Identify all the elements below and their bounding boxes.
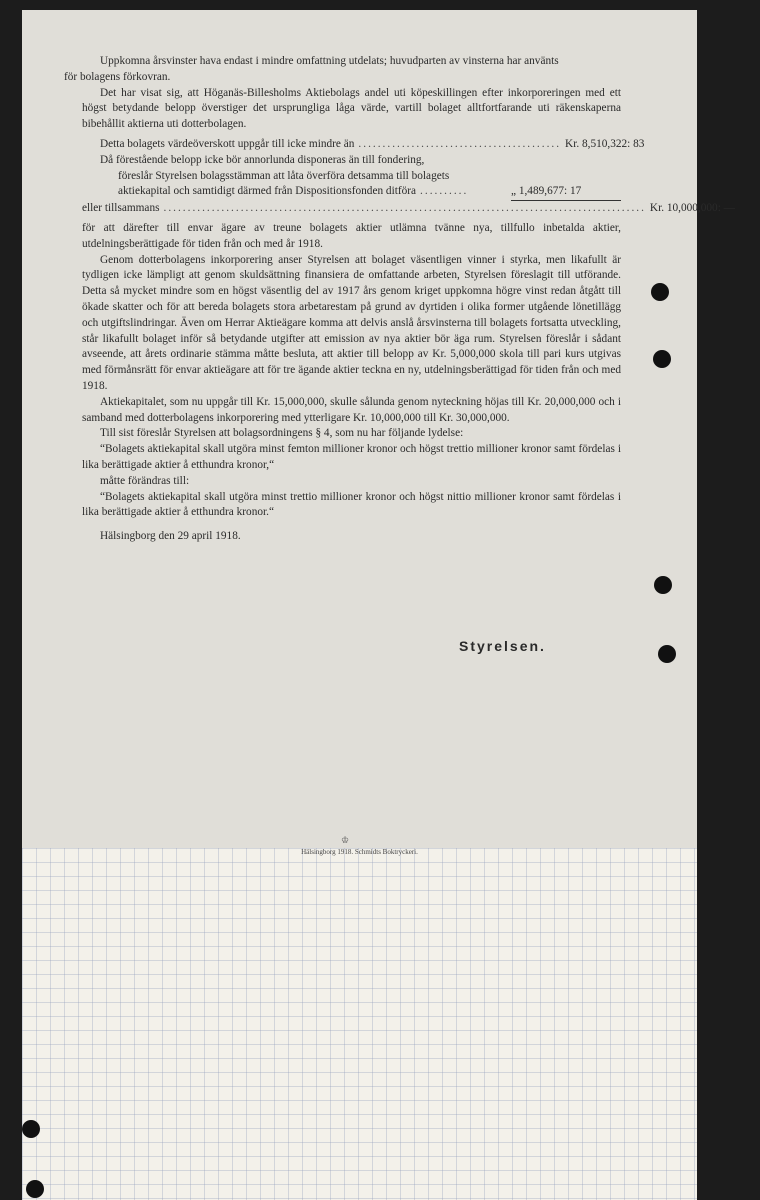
- ledger-line-5-label: eller tillsammans: [82, 202, 160, 215]
- paragraph-1-line-2: för bolagens förkovran.: [64, 70, 171, 83]
- printer-emblem-icon: ♔: [340, 835, 350, 845]
- date-place: Hälsingborg den 29 april 1918.: [100, 530, 241, 543]
- leader-dots: ....................................................................................................: [163, 202, 646, 215]
- graph-paper-area: [22, 848, 697, 1200]
- paragraph-1-line-1: Uppkomna årsvinster hava endast i mindre omfattning utdelats; huvudparten av vinsterna har använts: [100, 55, 559, 67]
- paragraph-1: [64, 54, 621, 86]
- punch-hole-icon: [651, 283, 669, 301]
- leader-dots: ..........................................: [358, 137, 562, 150]
- document-page: [22, 10, 735, 1200]
- ledger-line-5-amount: Kr. 10,000,000: —: [649, 202, 735, 215]
- signature: Styrelsen.: [459, 638, 546, 654]
- punch-hole-icon: [658, 645, 676, 663]
- paragraph-2: Det har visat sig, att Höganäs-Billesholms Aktiebolags andel uti köpeskillingen efter inkorporeringen med ett högst betydande belopp överstiger det ursprungliga låga värde, vartill bolaget alltfortfarande uti räkenskaperna bibehållit aktierna uti dotterbolagen.: [82, 86, 621, 131]
- body-text: [64, 54, 735, 545]
- paragraph-4: Genom dotterbolagens inkorporering anser Styrelsen att bolaget väsentligen vinner i styrka, men likafullt är tydligen icke lämpligt att genom skuldsättning finansiera de omfattande arbeten, Styrelsen föreslagit till utförande. Detta så mycket mindre som en högst väsentlig del av 1917 års genom kriget uppkomna högre vinst redan åtgått till ökade skatter och för att bereda bolagets stora arbetarestam på grund av dyrtiden i olika former utgående lönetillägg och utgiftslindringar. Även om Herrar Aktieägare komma att delvis anslå årsvinsterna till bolagets fortsatta utveckling, står likafullt bolaget inför så betydande utgifter att emission av nya aktier bör äga rum. Styrelsen föreslår i sådant avseende, att årets ordinarie stämma måtte besluta, att aktier till belopp av Kr. 5,000,000 skola till pari kurs utgivas med förmånsrätt för envar aktieägare att för tre ägande aktier teckna en ny, utdelningsberättigad för tiden från och med 1918.: [82, 253, 621, 392]
- punch-hole-icon: [22, 1120, 40, 1138]
- paragraph-3: för att därefter till envar ägare av treune bolagets aktier utlämna tvänne nya, tillfullo inbetalda aktier, utdelningsberättigade för tiden från och med år 1918.: [82, 221, 621, 250]
- punch-hole-icon: [26, 1180, 44, 1198]
- printer-imprint: Hälsingborg 1918. Schmidts Boktryckeri.: [301, 848, 418, 856]
- paragraph-5: Aktiekapitalet, som nu uppgår till Kr. 15,000,000, skulle sålunda genom nyteckning höjas till Kr. 20,000,000 och i samband med dotterbolagens inkorporering med ytterligare Kr. 10,000,000 till Kr. 30,000,000.: [82, 395, 621, 424]
- quote-current: “Bolagets aktiekapital skall utgöra minst femton millioner kronor och högst trettio millioner kronor samt fördelas i lika berättigade aktier å etthundra kronor,“: [82, 443, 621, 471]
- punch-hole-icon: [653, 350, 671, 368]
- ledger-line-4-amount: „ 1,489,677: 17: [511, 184, 621, 201]
- paragraph-8: måtte förändras till:: [100, 474, 190, 487]
- ledger-line-4-label: aktiekapital och samtidigt därmed från Dispositionsfonden ditföra: [118, 185, 417, 198]
- ledger-line-1-label: Detta bolagets värdeöverskott uppgår till icke mindre än: [100, 137, 355, 150]
- ledger-line-2: Då förestående belopp icke bör annorlunda disponeras än till fondering,: [100, 153, 425, 166]
- ledger-line-5: [82, 201, 735, 217]
- punch-hole-icon: [654, 576, 672, 594]
- quote-proposed: “Bolagets aktiekapital skall utgöra minst trettio millioner kronor och högst nittio millioner kronor samt fördelas i lika berättigade aktier å etthundra kronor.“: [82, 490, 621, 519]
- ledger-line-1-amount: Kr. 8,510,322: 83: [565, 137, 645, 150]
- ledger-line-4: [82, 184, 621, 201]
- paragraph-6: Till sist föreslår Styrelsen att bolagsordningens § 4, som nu har följande lydelse:: [100, 427, 464, 440]
- leader-dots: ..........: [420, 185, 469, 198]
- ledger-line-3: föreslår Styrelsen bolagsstämman att låta överföra detsamma till bolagets: [118, 169, 450, 182]
- ledger-line-1: [82, 137, 645, 153]
